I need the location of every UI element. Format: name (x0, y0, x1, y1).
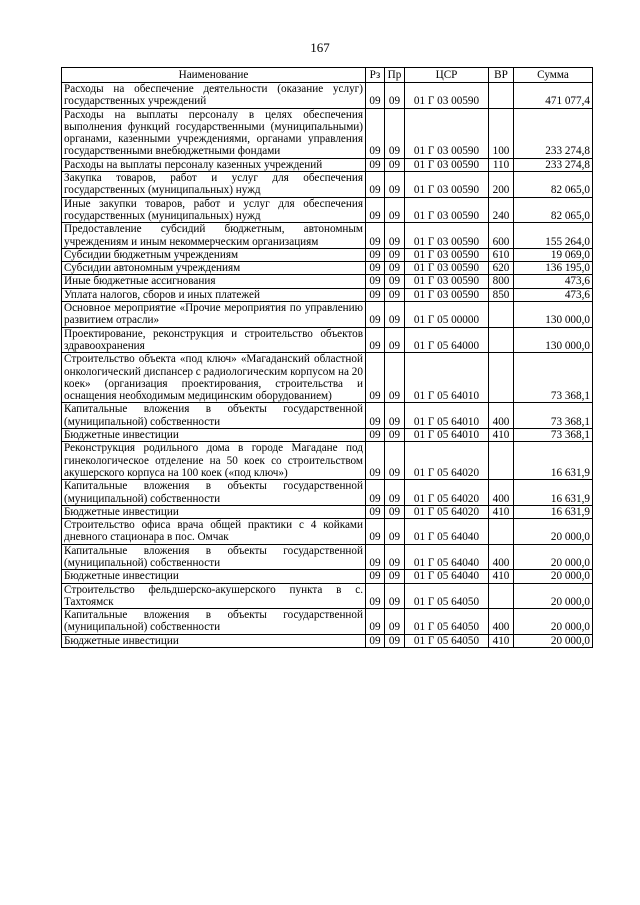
row-vr-cell (489, 327, 514, 353)
row-csr-cell: 01 Г 03 00590 (405, 223, 489, 249)
row-sum-cell: 19 069,0 (514, 248, 593, 261)
row-name-cell: Капитальные вложения в объекты государственной (муниципальной) собственности (62, 544, 366, 570)
row-name-cell: Иные бюджетные ассигнования (62, 275, 366, 288)
row-sum-cell: 16 631,9 (514, 480, 593, 506)
row-sum-cell: 20 000,0 (514, 634, 593, 647)
row-csr-cell: 01 Г 05 00000 (405, 302, 489, 328)
row-sum-cell: 473,6 (514, 288, 593, 301)
row-vr-cell: 200 (489, 172, 514, 198)
row-csr-cell: 01 Г 03 00590 (405, 288, 489, 301)
header-pr: Пр (385, 68, 405, 83)
table-row (62, 442, 593, 480)
row-rz-cell: 09 (366, 544, 385, 570)
row-csr-cell: 01 Г 05 64040 (405, 544, 489, 570)
row-sum-cell: 16 631,9 (514, 442, 593, 480)
row-vr-cell: 400 (489, 544, 514, 570)
row-rz-cell: 09 (366, 480, 385, 506)
table-row (62, 403, 593, 429)
row-vr-cell: 400 (489, 480, 514, 506)
row-pr-cell: 09 (385, 288, 405, 301)
row-pr-cell: 09 (385, 634, 405, 647)
row-name-cell: Субсидии бюджетным учреждениям (62, 248, 366, 261)
row-vr-cell (489, 583, 514, 609)
row-name-cell: Реконструкция родильного дома в городе Магадане под гинекологическое отделение на 50 коек со строительством акушерского корпуса на 100 коек («под ключ») (62, 442, 366, 480)
row-name-cell: Закупка товаров, работ и услуг для обеспечения государственных (муниципальных) нужд (62, 172, 366, 198)
row-pr-cell: 09 (385, 609, 405, 635)
row-vr-cell: 240 (489, 197, 514, 223)
row-vr-cell: 410 (489, 505, 514, 518)
row-rz-cell: 09 (366, 609, 385, 635)
table-header-row (62, 68, 593, 83)
table-row (62, 83, 593, 109)
row-csr-cell: 01 Г 03 00590 (405, 158, 489, 171)
header-rz: Рз (366, 68, 385, 83)
header-sum: Сумма (514, 68, 593, 83)
row-vr-cell: 620 (489, 262, 514, 275)
row-sum-cell: 20 000,0 (514, 544, 593, 570)
row-rz-cell: 09 (366, 442, 385, 480)
row-csr-cell: 01 Г 03 00590 (405, 248, 489, 261)
row-sum-cell: 73 368,1 (514, 353, 593, 403)
row-pr-cell: 09 (385, 275, 405, 288)
row-rz-cell: 09 (366, 275, 385, 288)
row-pr-cell: 09 (385, 197, 405, 223)
table-row (62, 223, 593, 249)
row-pr-cell: 09 (385, 505, 405, 518)
row-csr-cell: 01 Г 05 64020 (405, 505, 489, 518)
row-sum-cell: 20 000,0 (514, 609, 593, 635)
row-sum-cell: 73 368,1 (514, 403, 593, 429)
row-name-cell: Уплата налогов, сборов и иных платежей (62, 288, 366, 301)
row-name-cell: Субсидии автономным учреждениям (62, 262, 366, 275)
table-row (62, 609, 593, 635)
row-vr-cell (489, 519, 514, 545)
header-vr: ВР (489, 68, 514, 83)
row-name-cell: Строительство офиса врача общей практики с 4 койками дневного стационара в пос. Омчак (62, 519, 366, 545)
row-sum-cell: 130 000,0 (514, 302, 593, 328)
row-rz-cell: 09 (366, 158, 385, 171)
row-csr-cell: 01 Г 05 64040 (405, 519, 489, 545)
row-name-cell: Бюджетные инвестиции (62, 429, 366, 442)
row-pr-cell: 09 (385, 83, 405, 109)
row-vr-cell: 410 (489, 429, 514, 442)
row-vr-cell (489, 302, 514, 328)
row-name-cell: Строительство объекта «под ключ» «Магаданский областной онкологический диспансер с радиологическим корпусом на 20 коек» (организация проектирования, строительства и оснащения необходимым медицинским оборудованием) (62, 353, 366, 403)
row-vr-cell (489, 442, 514, 480)
table-row (62, 327, 593, 353)
row-pr-cell: 09 (385, 353, 405, 403)
row-csr-cell: 01 Г 05 64050 (405, 583, 489, 609)
table-row (62, 275, 593, 288)
row-vr-cell: 800 (489, 275, 514, 288)
row-vr-cell: 400 (489, 609, 514, 635)
row-rz-cell: 09 (366, 327, 385, 353)
row-csr-cell: 01 Г 03 00590 (405, 108, 489, 158)
row-pr-cell: 09 (385, 442, 405, 480)
header-name: Наименование (62, 68, 366, 83)
row-pr-cell: 09 (385, 583, 405, 609)
row-sum-cell: 20 000,0 (514, 583, 593, 609)
row-name-cell: Капитальные вложения в объекты государственной (муниципальной) собственности (62, 403, 366, 429)
table-row (62, 505, 593, 518)
row-sum-cell: 130 000,0 (514, 327, 593, 353)
row-csr-cell: 01 Г 05 64050 (405, 634, 489, 647)
row-pr-cell: 09 (385, 544, 405, 570)
row-name-cell: Основное мероприятие «Прочие мероприятия по управлению развитием отрасли» (62, 302, 366, 328)
table-row (62, 519, 593, 545)
row-rz-cell: 09 (366, 403, 385, 429)
row-rz-cell: 09 (366, 570, 385, 583)
table-row (62, 302, 593, 328)
row-pr-cell: 09 (385, 429, 405, 442)
row-rz-cell: 09 (366, 223, 385, 249)
row-vr-cell: 400 (489, 403, 514, 429)
row-rz-cell: 09 (366, 248, 385, 261)
row-pr-cell: 09 (385, 172, 405, 198)
table-row (62, 480, 593, 506)
row-rz-cell: 09 (366, 83, 385, 109)
row-name-cell: Расходы на обеспечение деятельности (оказание услуг) государственных учреждений (62, 83, 366, 109)
row-pr-cell: 09 (385, 327, 405, 353)
table-row (62, 353, 593, 403)
row-pr-cell: 09 (385, 403, 405, 429)
row-sum-cell: 473,6 (514, 275, 593, 288)
row-csr-cell: 01 Г 05 64010 (405, 403, 489, 429)
row-vr-cell (489, 353, 514, 403)
row-csr-cell: 01 Г 03 00590 (405, 83, 489, 109)
row-sum-cell: 20 000,0 (514, 570, 593, 583)
row-pr-cell: 09 (385, 158, 405, 171)
row-rz-cell: 09 (366, 583, 385, 609)
row-sum-cell: 73 368,1 (514, 429, 593, 442)
row-csr-cell: 01 Г 05 64000 (405, 327, 489, 353)
row-csr-cell: 01 Г 03 00590 (405, 262, 489, 275)
row-rz-cell: 09 (366, 505, 385, 518)
row-name-cell: Строительство фельдшерско-акушерского пункта в с. Тахтоямск (62, 583, 366, 609)
row-vr-cell: 410 (489, 634, 514, 647)
row-pr-cell: 09 (385, 302, 405, 328)
row-rz-cell: 09 (366, 262, 385, 275)
row-vr-cell (489, 83, 514, 109)
row-name-cell: Расходы на выплаты персоналу в целях обеспечения выполнения функций государственными (муниципальными) органами, казенными учреждениями, органами управления государственными внебюджетными фондами (62, 108, 366, 158)
row-name-cell: Предоставление субсидий бюджетным, автономным учреждениям и иным некоммерческим организациям (62, 223, 366, 249)
row-csr-cell: 01 Г 03 00590 (405, 197, 489, 223)
row-sum-cell: 82 065,0 (514, 197, 593, 223)
row-rz-cell: 09 (366, 172, 385, 198)
row-name-cell: Иные закупки товаров, работ и услуг для обеспечения государственных (муниципальных) нужд (62, 197, 366, 223)
header-csr: ЦСР (405, 68, 489, 83)
row-name-cell: Бюджетные инвестиции (62, 634, 366, 647)
row-sum-cell: 233 274,8 (514, 108, 593, 158)
row-csr-cell: 01 Г 05 64010 (405, 353, 489, 403)
page-number: 167 (310, 40, 330, 55)
table-row (62, 262, 593, 275)
row-vr-cell: 610 (489, 248, 514, 261)
row-pr-cell: 09 (385, 519, 405, 545)
table-row (62, 248, 593, 261)
row-pr-cell: 09 (385, 480, 405, 506)
table-row (62, 158, 593, 171)
row-name-cell: Капитальные вложения в объекты государственной (муниципальной) собственности (62, 609, 366, 635)
budget-table (61, 67, 593, 648)
row-rz-cell: 09 (366, 302, 385, 328)
row-name-cell: Капитальные вложения в объекты государственной (муниципальной) собственности (62, 480, 366, 506)
row-rz-cell: 09 (366, 353, 385, 403)
row-csr-cell: 01 Г 05 64050 (405, 609, 489, 635)
row-rz-cell: 09 (366, 197, 385, 223)
row-sum-cell: 155 264,0 (514, 223, 593, 249)
table-row (62, 429, 593, 442)
row-sum-cell: 471 077,4 (514, 83, 593, 109)
row-csr-cell: 01 Г 05 64010 (405, 429, 489, 442)
row-rz-cell: 09 (366, 108, 385, 158)
row-pr-cell: 09 (385, 248, 405, 261)
row-vr-cell: 850 (489, 288, 514, 301)
row-sum-cell: 16 631,9 (514, 505, 593, 518)
row-csr-cell: 01 Г 03 00590 (405, 275, 489, 288)
row-vr-cell: 600 (489, 223, 514, 249)
row-sum-cell: 20 000,0 (514, 519, 593, 545)
row-pr-cell: 09 (385, 262, 405, 275)
row-csr-cell: 01 Г 03 00590 (405, 172, 489, 198)
row-name-cell: Бюджетные инвестиции (62, 505, 366, 518)
table-row (62, 288, 593, 301)
row-pr-cell: 09 (385, 570, 405, 583)
table-row (62, 172, 593, 198)
row-pr-cell: 09 (385, 223, 405, 249)
row-vr-cell: 110 (489, 158, 514, 171)
row-rz-cell: 09 (366, 634, 385, 647)
row-csr-cell: 01 Г 05 64040 (405, 570, 489, 583)
row-vr-cell: 410 (489, 570, 514, 583)
row-csr-cell: 01 Г 05 64020 (405, 442, 489, 480)
table-row (62, 583, 593, 609)
table-row (62, 634, 593, 647)
row-name-cell: Проектирование, реконструкция и строительство объектов здравоохранения (62, 327, 366, 353)
row-sum-cell: 233 274,8 (514, 158, 593, 171)
row-name-cell: Бюджетные инвестиции (62, 570, 366, 583)
row-rz-cell: 09 (366, 288, 385, 301)
row-sum-cell: 136 195,0 (514, 262, 593, 275)
row-name-cell: Расходы на выплаты персоналу казенных учреждений (62, 158, 366, 171)
row-vr-cell: 100 (489, 108, 514, 158)
row-sum-cell: 82 065,0 (514, 172, 593, 198)
table-row (62, 197, 593, 223)
row-csr-cell: 01 Г 05 64020 (405, 480, 489, 506)
row-rz-cell: 09 (366, 429, 385, 442)
table-row (62, 570, 593, 583)
table-row (62, 544, 593, 570)
table-row (62, 108, 593, 158)
row-pr-cell: 09 (385, 108, 405, 158)
row-rz-cell: 09 (366, 519, 385, 545)
